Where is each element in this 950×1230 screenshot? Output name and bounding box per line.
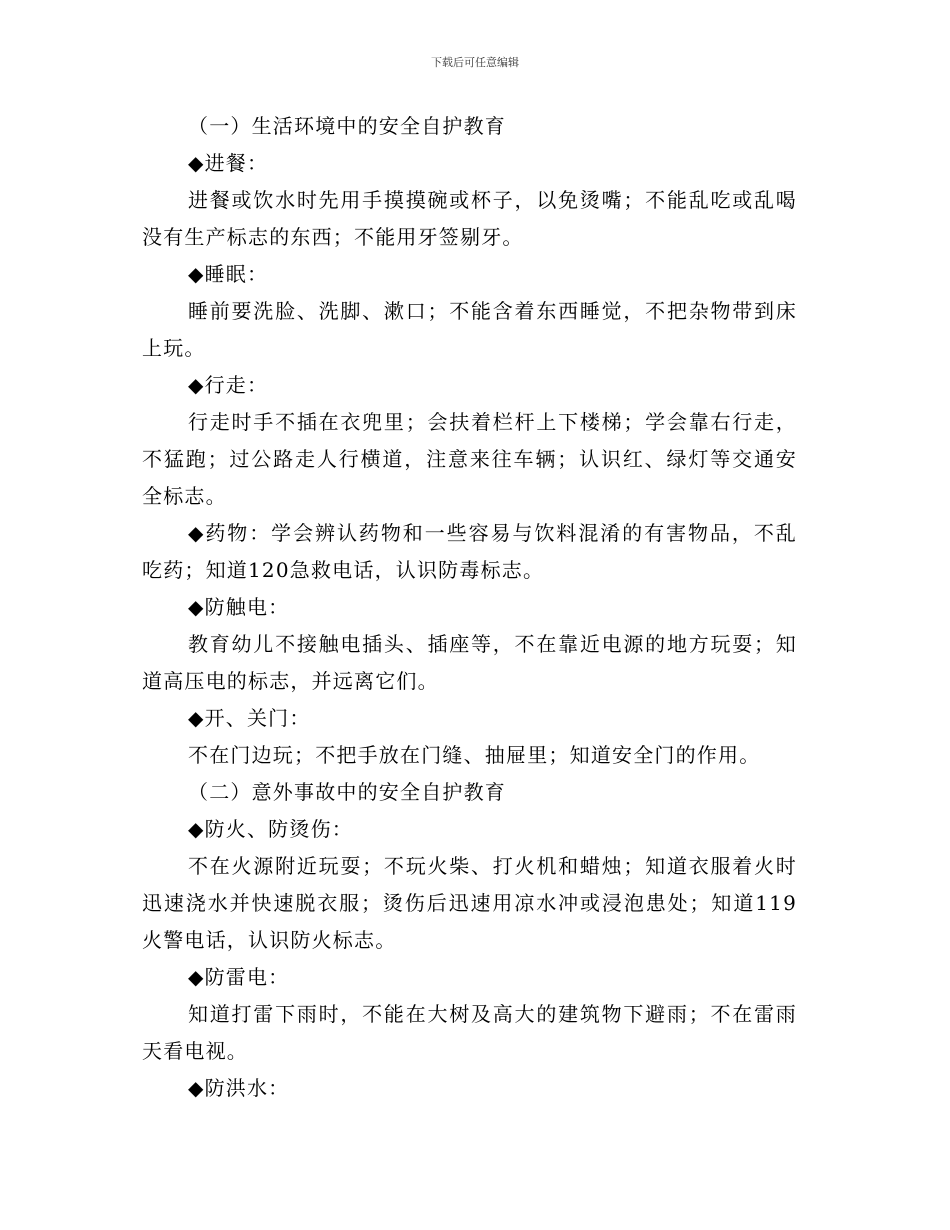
section-heading: （一）生活环境中的安全自护教育 <box>188 114 506 138</box>
body-paragraph: 睡前要洗脸、洗脚、漱口；不能含着东西睡觉，不把杂物带到床上玩。 <box>142 299 797 360</box>
body-paragraph: 进餐或饮水时先用手摸摸碗或杯子，以免烫嘴；不能乱吃或乱喝没有生产标志的东西；不能用牙签剔牙。 <box>142 188 797 249</box>
item-heading: ◆开、关门： <box>188 706 311 730</box>
document-body <box>142 108 797 1107</box>
page-header: 下载后可任意编辑 <box>431 56 519 69</box>
item-heading: ◆睡眠： <box>188 262 269 286</box>
item-heading: ◆防洪水： <box>188 1076 290 1100</box>
item-heading: ◆行走： <box>188 373 269 397</box>
body-paragraph: 知道打雷下雨时，不能在大树及高大的建筑物下避雨；不在雷雨天看电视。 <box>142 1002 797 1063</box>
body-paragraph: 行走时手不插在衣兜里；会扶着栏杆上下楼梯；学会靠右行走，不猛跑；过公路走人行横道，注意来往车辆；认识红、绿灯等交通安全标志。 <box>142 410 797 508</box>
body-paragraph: 不在门边玩；不把手放在门缝、抽屉里；知道安全门的作用。 <box>188 743 761 767</box>
body-paragraph: ◆药物：学会辨认药物和一些容易与饮料混淆的有害物品，不乱吃药；知道120急救电话，认识防毒标志。 <box>142 521 797 582</box>
item-heading: ◆防雷电： <box>188 965 290 989</box>
body-paragraph: 教育幼儿不接触电插头、插座等，不在靠近电源的地方玩耍；知道高压电的标志，并远离它们。 <box>142 632 797 693</box>
item-heading: ◆进餐： <box>188 151 269 175</box>
item-heading: ◆防触电： <box>188 595 290 619</box>
item-heading: ◆防火、防烫伤： <box>188 817 353 841</box>
section-heading: （二）意外事故中的安全自护教育 <box>188 780 506 804</box>
body-paragraph: 不在火源附近玩耍；不玩火柴、打火机和蜡烛；知道衣服着火时迅速浇水并快速脱衣服；烫伤后迅速用凉水冲或浸泡患处；知道119火警电话，认识防火标志。 <box>142 854 797 952</box>
